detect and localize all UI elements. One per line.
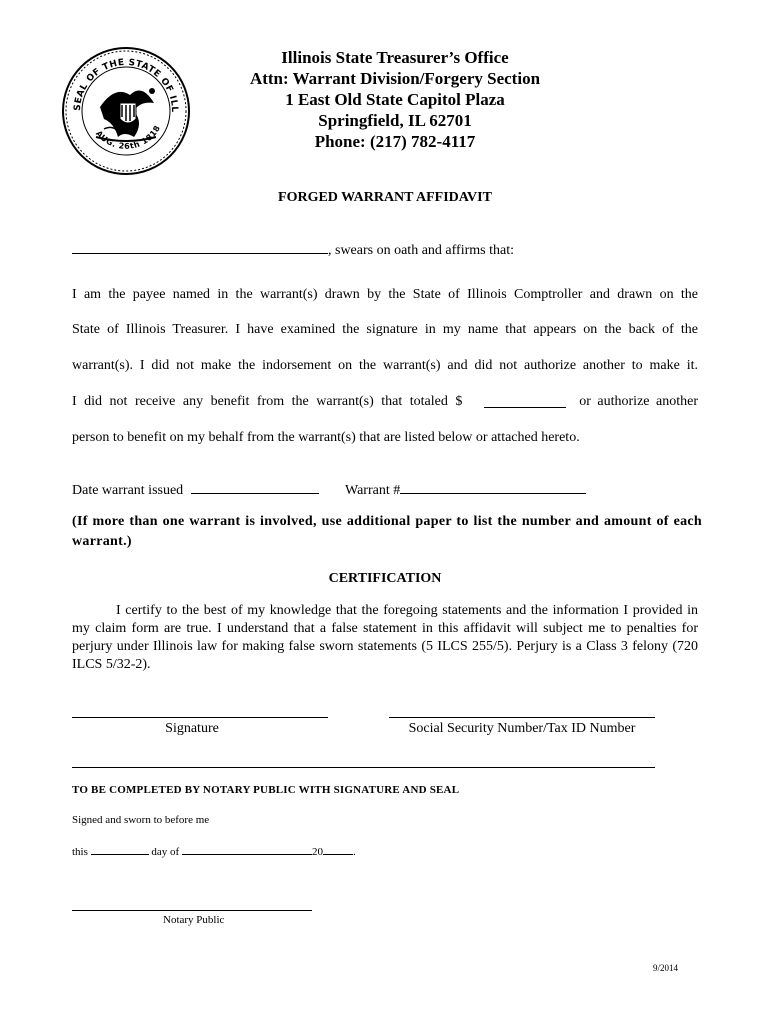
notary-day-field[interactable]	[91, 844, 149, 855]
signature-label: Signature	[165, 721, 219, 736]
multi-warrant-note: (If more than one warrant is involved, use additional paper to list the number and amount of each warrant.)	[72, 514, 702, 549]
notary-signature-line[interactable]	[72, 910, 312, 911]
header-phone: Phone: (217) 782-4117	[314, 132, 476, 151]
day-of-label: day of	[151, 846, 180, 858]
notary-public-label: Notary Public	[163, 914, 225, 926]
year-prefix: 20	[311, 846, 323, 858]
warrant-number-row	[345, 480, 586, 499]
signature-line[interactable]	[72, 717, 328, 718]
notary-divider	[72, 767, 655, 768]
total-amount-field[interactable]	[484, 394, 566, 408]
date-warrant-field[interactable]	[191, 480, 319, 494]
header-street-address: 1 East Old State Capitol Plaza	[285, 90, 505, 109]
body-line-1: I am the payee named in the warrant(s) drawn by the State of Illinois Comptroller and drawn on the	[72, 287, 698, 302]
date-warrant-label: Date warrant issued	[72, 483, 184, 498]
form-title: FORGED WARRANT AFFIDAVIT	[278, 190, 492, 205]
warrant-number-field[interactable]	[400, 480, 586, 494]
treasurer-office-header	[150, 47, 640, 152]
header-office-name: Illinois State Treasurer’s Office	[281, 48, 509, 67]
ssn-line[interactable]	[389, 717, 655, 718]
notary-month-field[interactable]	[182, 844, 312, 855]
warrant-number-label: Warrant #	[345, 483, 401, 498]
body-line-4	[72, 394, 698, 410]
notary-date-period: .	[352, 846, 356, 858]
affiant-name-field[interactable]	[72, 240, 328, 254]
body-line-3: warrant(s). I did not make the indorsement on the warrant(s) and did not authorize another to make it.	[72, 358, 698, 373]
revision-date: 9/2014	[652, 963, 678, 973]
notary-date-row	[72, 844, 356, 858]
header-city-state-zip: Springfield, IL 62701	[318, 111, 472, 130]
notary-heading: TO BE COMPLETED BY NOTARY PUBLIC WITH SIGNATURE AND SEAL	[72, 784, 460, 796]
seal-ring-text-top: SEAL OF THE STATE OF ILL	[72, 57, 180, 113]
signed-sworn-text: Signed and sworn to before me	[72, 814, 210, 826]
certification-heading: CERTIFICATION	[328, 571, 442, 586]
oath-suffix: , swears on oath and affirms that:	[328, 243, 514, 258]
header-attn-line: Attn: Warrant Division/Forgery Section	[249, 69, 541, 88]
total-amount-label: I did not receive any benefit from the warrant(s) that totaled $	[72, 394, 463, 409]
date-warrant-row	[72, 480, 319, 499]
body-line-4-text	[72, 394, 477, 410]
ssn-label: Social Security Number/Tax ID Number	[408, 721, 636, 736]
oath-line	[72, 240, 514, 259]
certification-text: I certify to the best of my knowledge that the foregoing statements and the information I provided in my claim form are true. I understand that a false statement in this affidavit will subject me to penalties for perjury under Illinois law for making false sworn statements (5 ILCS 255/5). Perjury is a Class 3 felony (720 ILCS 5/32-2).	[72, 603, 698, 672]
authorize-another-text: or authorize another	[579, 394, 698, 409]
notary-year-field[interactable]	[323, 844, 353, 855]
body-line-2: State of Illinois Treasurer. I have examined the signature in my name that appears on the back of the	[72, 322, 698, 337]
seal-ring-text-bottom: AUG. 26th 1818	[93, 123, 163, 151]
body-line-5: person to benefit on my behalf from the warrant(s) that are listed below or attached hereto.	[72, 430, 580, 445]
this-label: this	[72, 846, 88, 858]
